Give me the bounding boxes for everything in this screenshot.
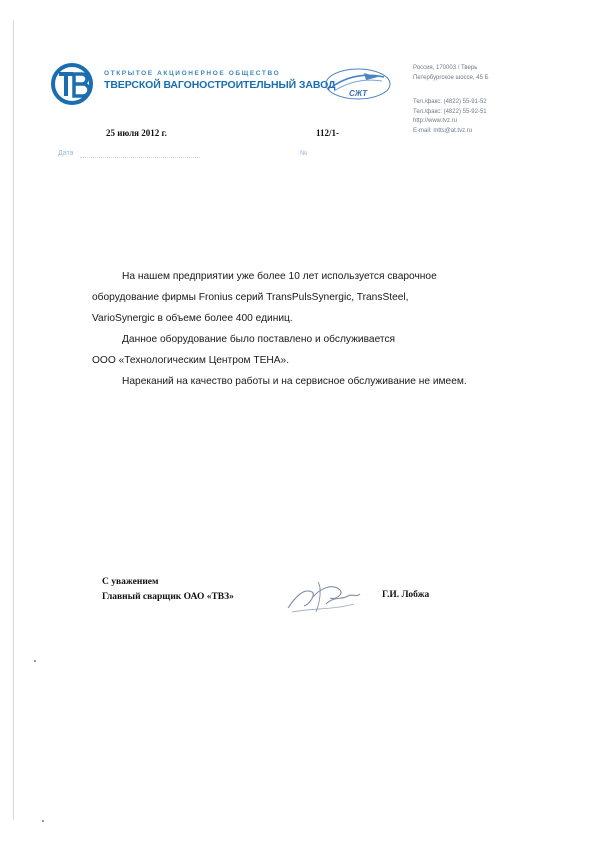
website-link[interactable]: http://www.tvz.ru	[413, 118, 458, 124]
fax-line: Тел./факс: (4822) 55-92-51	[413, 108, 487, 115]
letter-body	[92, 266, 532, 392]
body-paragraph-2-line-2: ООО «Технологическим Центром ТЕНА».	[92, 355, 290, 366]
address-line2: Петербургское шоссе, 45 Б	[413, 74, 489, 81]
signature-block	[102, 575, 234, 605]
company-type-line: ОТКРЫТОЕ АКЦИОНЕРНОЕ ОБЩЕСТВО	[104, 70, 281, 77]
phone-line: Тел./факс: (4822) 55-91-52	[413, 99, 487, 105]
number-label: №	[300, 150, 308, 157]
partner-logo	[324, 67, 392, 101]
body-paragraph-2-line-1: Данное оборудование было поставлено и обслуживается	[122, 334, 396, 345]
contact-block	[413, 64, 489, 136]
signer-name: Г.И. Лобжа	[382, 590, 430, 600]
partner-logo-text: СЖТ	[349, 89, 368, 98]
handwritten-signature	[282, 578, 364, 616]
scan-speck	[42, 820, 44, 822]
body-paragraph-1-line-2: оборудование фирмы Fronius серий TransPulsSynergic, TransSteel,	[92, 292, 409, 303]
body-paragraph-1-line-1: На нашем предприятии уже более 10 лет используется сварочное	[122, 271, 437, 282]
signer-position: Главный сварщик ОАО «ТВЗ»	[102, 592, 234, 602]
letter-number: 112/1-	[316, 128, 340, 138]
letter-date: 25 июля 2012 г.	[106, 128, 167, 138]
email-link[interactable]: E-mail: mtts@at.tvz.ru	[413, 127, 473, 134]
company-name: ТВЕРСКОЙ ВАГОНОСТРОИТЕЛЬНЫЙ ЗАВОД	[104, 79, 336, 91]
page-edge-line	[13, 20, 14, 820]
date-underline	[80, 157, 200, 158]
company-header	[104, 70, 335, 91]
closing-text: С уважением	[102, 577, 159, 587]
body-paragraph-1-line-3: VarioSynergic в объеме более 400 единиц.	[92, 313, 293, 324]
body-paragraph-3-line-1: Нареканий на качество работы и на сервисное обслуживание не имеем.	[122, 376, 467, 387]
date-label: Дата	[58, 150, 74, 157]
company-logo	[50, 63, 96, 105]
address-line1: Россия, 170003 / Тверь	[413, 65, 478, 71]
scan-speck	[34, 660, 36, 662]
